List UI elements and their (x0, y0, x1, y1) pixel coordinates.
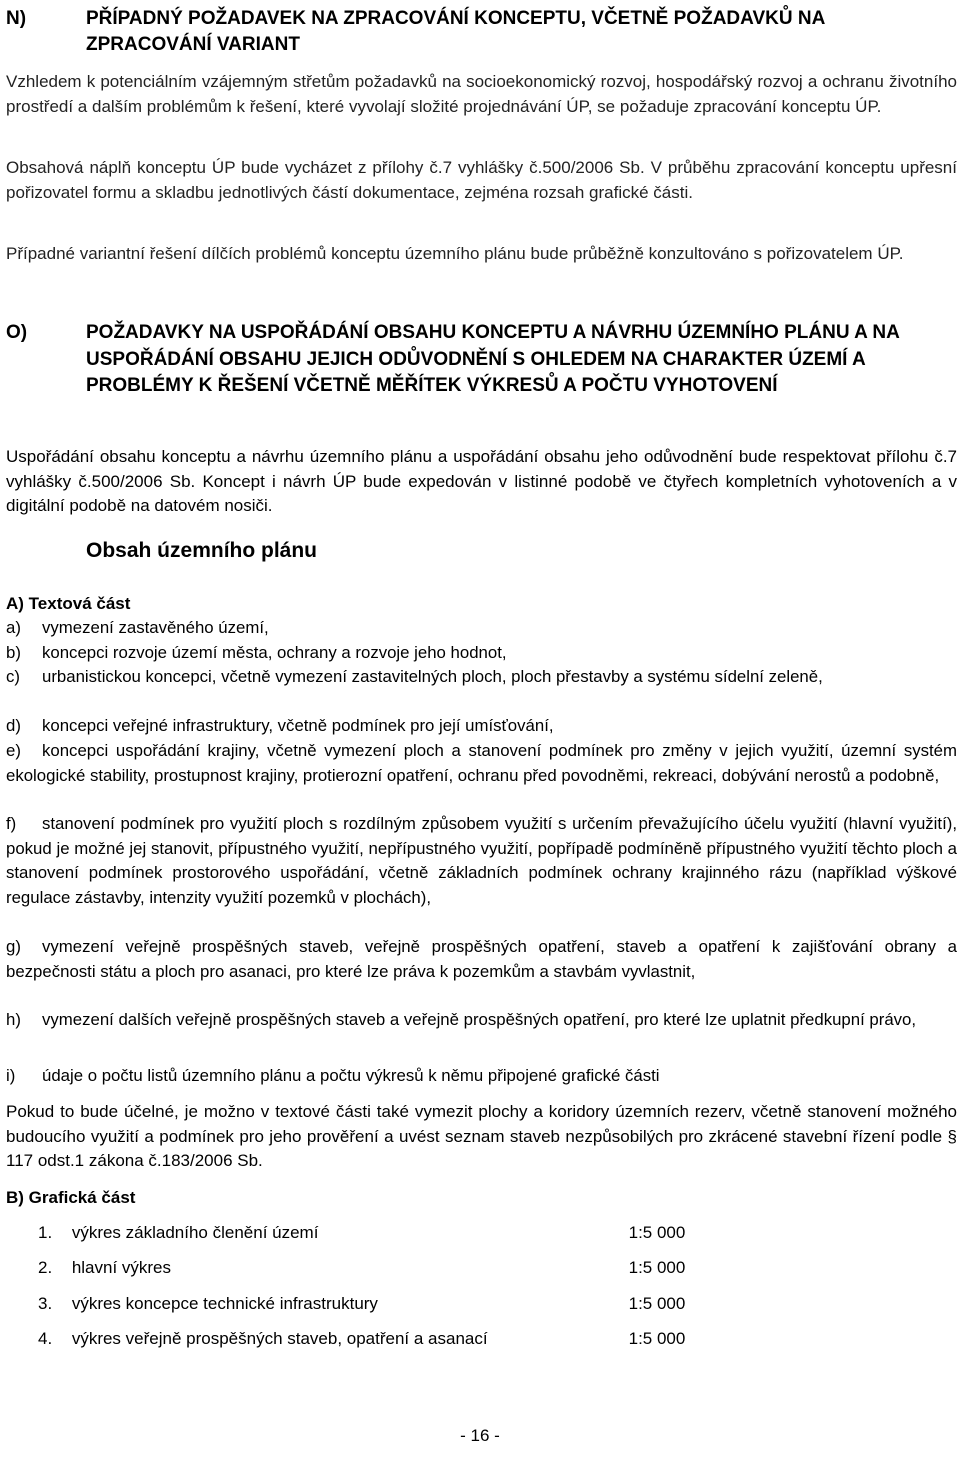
section-title: PŘÍPADNÝ POŽADAVEK NA ZPRACOVÁNÍ KONCEPTU, VČETNĚ POŽADAVKŮ NA ZPRACOVÁNÍ VARIANT (86, 8, 825, 55)
table-row: 1. výkres základního členění území 1:5 000 (38, 1223, 686, 1242)
graficka-heading: B) Grafická část (6, 1188, 136, 1207)
list-item: d) koncepci veřejné infrastruktury, včetně podmínek pro její umísťování, (6, 716, 554, 735)
table-row: 3. výkres koncepce technické infrastruktury 1:5 000 (38, 1294, 686, 1313)
section-letter: O) (6, 322, 28, 343)
list-item: i) údaje o počtu listů územního plánu a počtu výkresů k němu připojené grafické části (6, 1066, 660, 1085)
list-item: f) stanovení podmínek pro využití ploch s rozdílným způsobem využití s určením převažujícího účelu využití (hlavní využití), pokud je možné jej stanovit, přípustného využití, nepřípustného využití, popřípadě podmíněně přípustného využití těchto ploch a stanovení podmínek prostorového uspořádání, včetně základních podmínek ochrany krajinného rázu (například výškové regulace zástavby, intenzity využití pozemků v plochách), (6, 814, 957, 908)
paragraph: Vzhledem k potenciálním vzájemným střetům požadavků na socioekonomický rozvoj, hospodářský rozvoj a ochranu životního prostředí a dalším problémům k řešení, které vyvolají složité projednávání ÚP, se požaduje zpracování konceptu ÚP. (6, 72, 957, 116)
page-number: - 16 - (460, 1426, 500, 1445)
section-n-heading (6, 6, 956, 58)
list-item: h) vymezení dalších veřejně prospěšných staveb a veřejně prospěšných opatření, pro které lze uplatnit předkupní právo, (6, 1010, 917, 1029)
section-o-heading (6, 320, 956, 400)
list-item: g) vymezení veřejně prospěšných staveb, veřejně prospěšných opatření, staveb a opatření k zajišťování obrany a bezpečnosti státu a ploch pro asanaci, pro které lze práva k pozemkům a stavbám vyvlastnit, (6, 937, 957, 981)
list-item: e) koncepci uspořádání krajiny, včetně vymezení ploch a stanovení podmínek pro změny v jejich využití, územní systém ekologické stability, prostupnost krajiny, protierozní opatření, ochranu před povodněmi, rekreaci, dobývání nerostů a podobně, (6, 741, 957, 785)
plan-heading: Obsah územního plánu (86, 539, 318, 562)
section-letter: N) (6, 8, 27, 29)
paragraph: Uspořádání obsahu konceptu a návrhu územního plánu a uspořádání obsahu jeho odůvodnění bude respektovat přílohu č.7 vyhlášky č.500/2006 Sb. Koncept i návrh ÚP bude expedován v listinné podobě ve čtyřech kompletních vyhotoveních a v digitální podobě na datovém nosiči. (6, 447, 957, 515)
table-row: 2. hlavní výkres 1:5 000 (38, 1258, 686, 1277)
list-item: b) koncepci rozvoje území města, ochrany a rozvoje jeho hodnot, (6, 643, 507, 662)
textova-heading: A) Textová část (6, 594, 131, 613)
paragraph: Obsahová náplň konceptu ÚP bude vycházet z přílohy č.7 vyhlášky č.500/2006 Sb. V průběhu zpracování konceptu upřesní pořizovatel formu a skladbu jednotlivých částí dokumentace, zejména rozsah grafické části. (6, 158, 957, 202)
table-row: 4. výkres veřejně prospěšných staveb, opatření a asanací 1:5 000 (38, 1329, 686, 1348)
paragraph: Pokud to bude účelné, je možno v textové části také vymezit plochy a koridory územních rezerv, včetně stanovení možného budoucího využití a podmínek pro jeho prověření a uvést seznam staveb nezpůsobilých pro zkrácené stavební řízení podle § 117 odst.1 zákona č.183/2006 Sb. (6, 1102, 957, 1170)
list-item: c) urbanistickou koncepci, včetně vymezení zastavitelných ploch, ploch přestavby a systému sídelní zeleně, (6, 667, 823, 686)
section-title: POŽADAVKY NA USPOŘÁDÁNÍ OBSAHU KONCEPTU A NÁVRHU ÚZEMNÍHO PLÁNU A NA USPOŘÁDÁNÍ OBSAHU JEJICH ODŮVODNĚNÍ S OHLEDEM NA CHARAKTER ÚZEMÍ A PROBLÉMY K ŘEŠENÍ VČETNĚ MĚŘÍTEK VÝKRESŮ A POČTU VYHOTOVENÍ (86, 322, 900, 396)
paragraph: Případné variantní řešení dílčích problémů konceptu územního plánu bude průběžně konzultováno s pořizovatelem ÚP. (6, 244, 904, 263)
list-item: a) vymezení zastavěného území, (6, 618, 269, 637)
